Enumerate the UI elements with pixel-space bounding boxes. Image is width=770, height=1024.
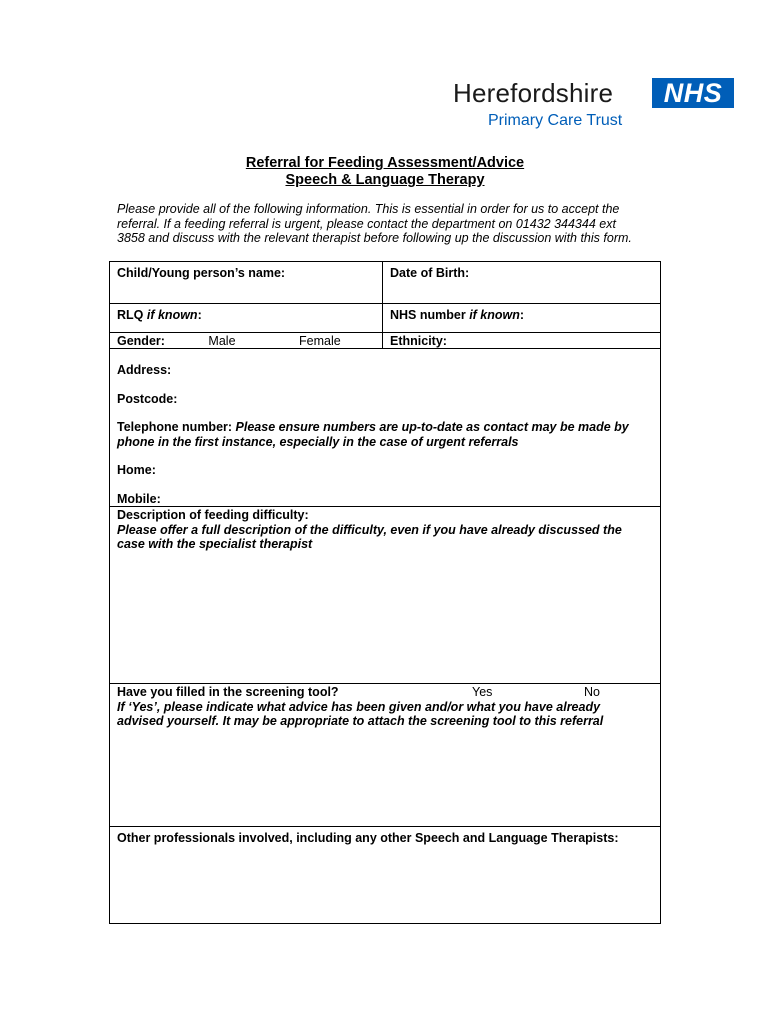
feeding-note-1: Please offer a full description of the difficulty, even if you have already discussed the — [117, 522, 622, 537]
screening-note-1: If ‘Yes’, please indicate what advice has been given and/or what you have already — [117, 699, 601, 714]
rlq-field[interactable]: RLQ if known: — [110, 304, 383, 333]
telephone-note-1: Please ensure numbers are up-to-date as contact may be made by — [235, 420, 629, 434]
intro-text — [117, 202, 657, 246]
telephone-label: Telephone number: — [117, 420, 233, 434]
intro-line-3: 3858 and discuss with the relevant therapist before following up the discussion with this form. — [117, 231, 632, 245]
nhs-number-label: NHS number — [390, 308, 466, 322]
gender-label: Gender: — [117, 334, 165, 348]
other-professionals-label: Other professionals involved, including any other Speech and Language Therapists: — [117, 831, 619, 845]
dob-label: Date of Birth: — [390, 266, 470, 280]
gender-option-male[interactable]: Male — [208, 334, 236, 348]
feeding-note-2: case with the specialist therapist — [117, 537, 313, 551]
rlq-label: RLQ — [117, 308, 144, 322]
address-label: Address: — [117, 363, 172, 377]
feeding-difficulty-title: Description of feeding difficulty: — [117, 508, 309, 522]
screening-question: Have you filled in the screening tool? — [117, 685, 339, 699]
mobile-phone-label: Mobile: — [117, 491, 161, 506]
other-professionals-section[interactable] — [110, 827, 661, 924]
title-line-2: Speech & Language Therapy — [285, 172, 485, 188]
home-phone-label: Home: — [117, 463, 156, 477]
nhs-number-qualifier: if known — [469, 308, 520, 322]
nhs-number-field[interactable]: NHS number if known: — [383, 304, 661, 333]
intro-line-2: referral. If a feeding referral is urgent, please contact the department on 01432 344344 ext — [117, 216, 616, 231]
screening-tool-section[interactable] — [110, 684, 661, 827]
rlq-qualifier: if known — [146, 308, 198, 322]
org-name: Herefordshire — [453, 78, 614, 108]
title-line-1: Referral for Feeding Assessment/Advice — [245, 155, 525, 171]
referral-form-table — [109, 261, 661, 924]
screening-option-yes[interactable]: Yes — [472, 685, 493, 699]
child-name-label: Child/Young person’s name: — [117, 266, 286, 280]
form-title — [0, 155, 770, 189]
telephone-note-2: phone in the first instance, especially in the case of urgent referrals — [117, 434, 519, 449]
postcode-label: Postcode: — [117, 391, 178, 406]
org-subtitle: Primary Care Trust — [488, 112, 623, 129]
child-name-field[interactable] — [110, 262, 383, 304]
screening-note-2: advised yourself. It may be appropriate to attach the screening tool to this referral — [117, 714, 604, 728]
contact-section[interactable] — [110, 349, 661, 507]
ethnicity-field[interactable] — [383, 333, 661, 349]
screening-option-no[interactable]: No — [584, 685, 600, 699]
gender-option-female[interactable]: Female — [299, 334, 341, 348]
nhs-logo: NHS — [652, 78, 734, 108]
intro-line-1: Please provide all of the following information. This is essential in order for us to accept the — [117, 202, 620, 216]
gender-field — [110, 333, 383, 349]
header — [450, 74, 740, 134]
ethnicity-label: Ethnicity: — [390, 334, 447, 348]
dob-field[interactable] — [383, 262, 661, 304]
feeding-difficulty-section[interactable] — [110, 507, 661, 684]
